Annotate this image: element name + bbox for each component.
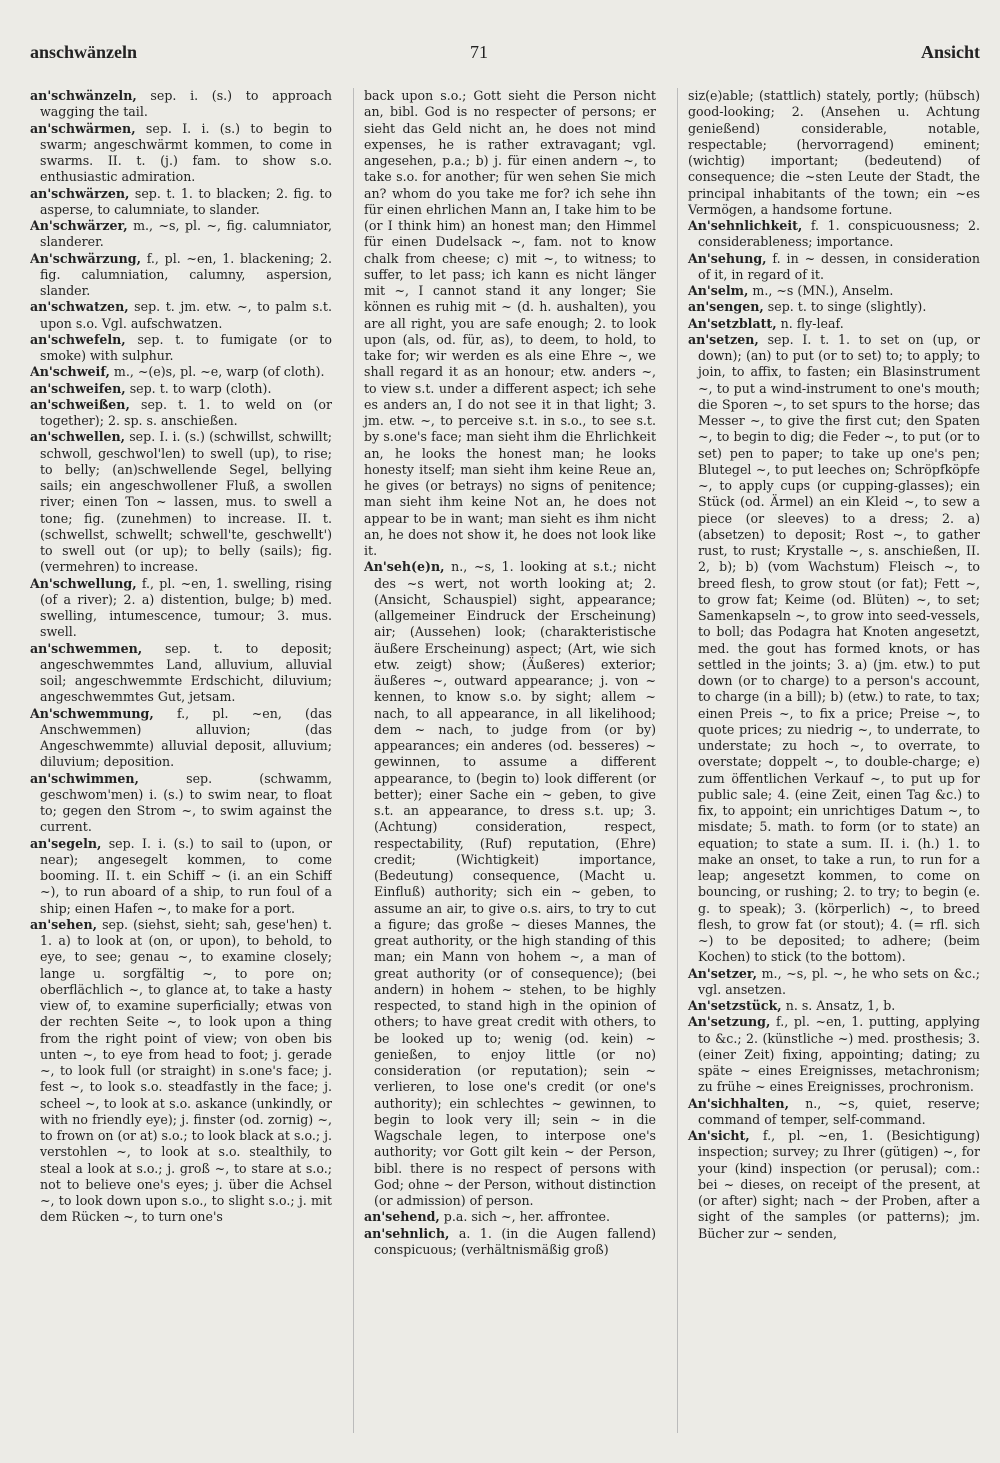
- dictionary-entry: [30, 397, 332, 430]
- entry-headword: an'schweißen,: [30, 396, 130, 412]
- entry-headword: An'sehnlichkeit,: [688, 218, 803, 233]
- dictionary-entry: [30, 88, 332, 121]
- dictionary-entry: [30, 706, 332, 771]
- dictionary-entry: [30, 364, 332, 380]
- dictionary-entry: [30, 429, 332, 575]
- column-2: [353, 88, 656, 1433]
- dictionary-columns: [30, 88, 980, 1433]
- dictionary-entry: [364, 559, 656, 1209]
- dictionary-entry: [30, 576, 332, 641]
- entry-headword: An'schwärzung,: [30, 250, 141, 266]
- entry-headword: An'schwemmung,: [30, 705, 154, 721]
- dictionary-entry: [30, 381, 332, 397]
- entry-headword: An'seh(e)n,: [364, 559, 445, 575]
- entry-definition: m., ~s, pl. ~, he who sets on &c.; vgl. ansetzen.: [698, 965, 980, 997]
- dictionary-entry: [30, 771, 332, 836]
- dictionary-entry: [364, 1226, 656, 1259]
- entry-definition: sep. t. to singe (slightly).: [763, 299, 927, 315]
- entry-headword: an'schwemmen,: [30, 640, 143, 656]
- dictionary-entry: [688, 88, 980, 218]
- entry-definition: sep. I. i. (s.) (schwillst, schwillt; schwoll, geschwol'len) to swell (up), to rise; to belly; (an)schwellende Segel, bellying sails; ein angeschwollener Fluß, a swollen river; einen Ton ~ lassen, mus. to swell a tone; fig. (zunehmen) to increase. II. t. (schwellst, schwellt; schwell'te, geschwellt') to swell out (or up); to belly (sails); fig. (vermehren) to increase.: [40, 429, 332, 575]
- entry-definition: f., pl. ~en, 1. swelling, rising (of a river); 2. a) distention, bulge; b) med. swelling, intumescence, tumour; 3. mus. swell.: [40, 575, 332, 640]
- dictionary-entry: [30, 218, 332, 251]
- entry-definition: sep. t. jm. etw. ~, to palm s.t. upon s.o. Vgl. aufschwatzen.: [40, 299, 332, 331]
- entry-headword: an'sengen,: [688, 299, 764, 315]
- dictionary-entry: [688, 251, 980, 284]
- dictionary-entry: [30, 917, 332, 1226]
- entry-definition: sep. t. to fumigate (or to smoke) with sulphur.: [40, 331, 332, 363]
- dictionary-entry: [30, 641, 332, 706]
- entry-definition: sep. t. to deposit; angeschwemmtes Land, alluvium, alluvial soil; angeschwemmte Erdschicht, diluvium; angeschwemmtes Gut, jetsam.: [40, 640, 332, 705]
- entry-headword: an'schwimmen,: [30, 770, 139, 786]
- dictionary-entry: [688, 966, 980, 999]
- entry-headword: An'schwärzer,: [30, 218, 128, 233]
- entry-definition: n. s. Ansatz, 1, b.: [781, 998, 896, 1013]
- dictionary-entry: [688, 299, 980, 315]
- entry-definition: n., ~s, 1. looking at s.t.; nicht des ~s wert, not worth looking at; 2. (Ansicht, Schauspiel) sight, appearance; (allgemeiner Eindruck der Erscheinung) air; (Aussehen) look; (charakteristische äußere Erscheinung) aspect; (Art, wie sich etw. zeigt) show; (Äußeres) exterior; äußeres ~, outward appearance; j. von ~ kennen, to know s.o. by sight; allem ~ nach, to all appearance, in all likelihood; dem ~ nach, to judge from (or by) appearances; ein anderes (od. besseres) ~ gewinnen, to assume a different appearance, to (begin to) look different (or better); einer Sache ein ~ geben, to give s.t. an appearance, to dress s.t. up; 3. (Achtung) consideration, respect, respectability, (Ruf) reputation, (Ehre) credit; (Wichtigkeit) importance, (Bedeutung) consequence, (Macht u. Einfluß) authority; sich ein ~ geben, to assume an air, to give o.s. airs, to try to cut a figure; das große ~ dieses Mannes, the great authority, or the high standing of this man; ein Mann von hohem ~, a man of great authority (or of consequence); (bei andern) in hohem ~ stehen, to be highly respected, to stand high in the opinion of others; to have great credit with others, to be looked up to; wenig (od. kein) ~ genießen, to enjoy little (or no) consideration (or reputation); sein ~ verlieren, to lose one's credit (or one's authority); ein schlechtes ~ gewinnen, to begin to look very ill; sein ~ in die Wagschale legen, to interpose one's authority; vor Gott gilt kein ~ der Person, bibl. there is no respect of persons with God; ohne ~ der Person, without distinction (or admission) of person.: [374, 559, 656, 1208]
- entry-definition: m., ~s (MN.), Anselm.: [748, 283, 894, 298]
- entry-definition: p.a. sich ~, her. affrontee.: [439, 1209, 610, 1225]
- dictionary-entry: [688, 218, 980, 251]
- dictionary-entry: [688, 998, 980, 1014]
- entry-headword: an'schwellen,: [30, 429, 126, 445]
- dictionary-entry: [688, 1096, 980, 1129]
- entry-definition: sep. i. (s.) to approach wagging the tail.: [40, 88, 332, 120]
- entry-definition: sep. (siehst, sieht; sah, gese'hen) t. 1. a) to look at (on, or upon), to behold, to eye, to see; genau ~, to examine closely; lange u. sorgfältig ~, to pore on; oberflächlich ~, to glance at, to take a hasty view of, to examine superficially; etwas von der rechten Seite ~, to look upon a thing from the right point of view; von oben bis unten ~, to eye from head to foot; j. gerade ~, to look full (or straight) in s.one's face; j. fest ~, to look s.o. steadfastly in the face; j. scheel ~, to look at s.o. askance (unkindly, or with no friendly eye); j. finster (od. zornig) ~, to frown on (or at) s.o.; to look black at s.o.; j. verstohlen ~, to look at s.o. stealthily, to steal a look at s.o.; j. groß ~, to stare at s.o.; not to believe one's eyes; j. über die Achsel ~, to look down upon s.o., to slight s.o.; j. mit dem Rücken ~, to turn one's: [40, 916, 332, 1225]
- entry-headword: An'setzer,: [688, 965, 757, 981]
- header-left-catchword: anschwänzeln: [30, 42, 138, 62]
- entry-definition: f., pl. ~en, 1. (Besichtigung) inspection; survey; zu Ihrer (gütigen) ~, for your (kind) inspection (or perusal); com.: bei ~ dieses, on receipt of the present, at (or after) sight; nach ~ der Proben, after a sight of the samples (or patterns); jm. Bücher zur ~ senden,: [698, 1128, 980, 1241]
- entry-headword: An'schwellung,: [30, 575, 137, 591]
- entry-definition: m., ~s, pl. ~, fig. calumniator, slanderer.: [40, 218, 332, 250]
- entry-definition: sep. (schwamm, geschwom'men) i. (s.) to swim near, to float to; gegen den Strom ~, to swim against the current.: [40, 770, 332, 835]
- entry-headword: An'sicht,: [688, 1128, 750, 1143]
- entry-definition: f. in ~ dessen, in consideration of it, in regard of it.: [698, 250, 980, 282]
- dictionary-entry: [30, 299, 332, 332]
- entry-definition: sep. I. i. (s.) to sail to (upon, or near); angesegelt kommen, to come booming. II. t. ein Schiff ~ (i. an ein Schiff ~), to run aboard of a ship, to run foul of a ship; einen Hafen ~, to make for a port.: [40, 835, 332, 916]
- entry-definition: sep. t. to warp (cloth).: [125, 380, 272, 396]
- dictionary-entry: [30, 251, 332, 300]
- column-3: [677, 88, 980, 1433]
- entry-definition: sep. I. i. (s.) to begin to swarm; angeschwärmt kommen, to come in swarms. II. t. (j.) fam. to show s.o. enthusiastic admiration.: [40, 120, 332, 185]
- entry-headword: an'setzen,: [688, 331, 759, 347]
- entry-headword: an'schwefeln,: [30, 331, 126, 347]
- entry-headword: an'sehen,: [30, 916, 97, 932]
- page-number: 71: [470, 42, 488, 62]
- dictionary-entry: [688, 316, 980, 332]
- entry-definition: f., pl. ~en, (das Anschwemmen) alluvion; (das Angeschwemmte) alluvial deposit, alluvium; diluvium; deposition.: [40, 705, 332, 770]
- column-1: [30, 88, 332, 1433]
- dictionary-entry: [30, 332, 332, 365]
- dictionary-entry: [364, 1209, 656, 1225]
- dictionary-entry: [30, 121, 332, 186]
- entry-definition: n. fly-leaf.: [776, 315, 844, 331]
- entry-headword: An'selm,: [688, 283, 749, 298]
- entry-definition: f. 1. conspicuousness; 2. considerableness; importance.: [698, 218, 980, 250]
- entry-headword: An'setzstück,: [688, 998, 782, 1013]
- entry-definition: f., pl. ~en, 1. blackening; 2. fig. calumniation, calumny, aspersion, slander.: [40, 250, 332, 298]
- entry-headword: an'sehend,: [364, 1209, 440, 1225]
- entry-headword: an'segeln,: [30, 835, 102, 851]
- entry-headword: an'schwärmen,: [30, 120, 136, 136]
- running-header: [30, 40, 980, 70]
- dictionary-entry: [688, 332, 980, 966]
- entry-headword: An'sichhalten,: [688, 1095, 789, 1111]
- entry-definition: m., ~(e)s, pl. ~e, warp (of cloth).: [109, 364, 325, 380]
- header-right-catchword: Ansicht: [920, 42, 980, 62]
- entry-definition: siz(e)able; (stattlich) stately, portly; (hübsch) good-looking; 2. (Ansehen u. Achtung genießend) considerable, notable, respectable; (hervorragend) eminent; (wichtig) important; (bedeutend) of consequence; die ~sten Leute der Stadt, the principal inhabitants of the town; ein ~es Vermögen, a handsome fortune.: [688, 88, 980, 217]
- dictionary-entry: [30, 186, 332, 219]
- dictionary-entry: [688, 283, 980, 299]
- entry-definition: sep. t. 1. to blacken; 2. fig. to asperse, to calumniate, to slander.: [40, 185, 332, 217]
- dictionary-entry: [30, 836, 332, 917]
- entry-headword: an'schwänzeln,: [30, 88, 137, 103]
- entry-headword: an'schweifen,: [30, 380, 126, 396]
- entry-definition: back upon s.o.; Gott sieht die Person nicht an, bibl. God is no respecter of persons; er sieht das Geld nicht an, he does not mind expenses, he is rather extravagant; vgl. angesehen, p.a.; b) j. für einen andern ~, to take s.o. for another; für wen sehen Sie mich an? whom do you take me for? ich sehe ihn für einen ehrlichen Mann an, I take him to be (or I think him) an honest man; den Himmel für einen Dudelsack ~, fam. not to know chalk from cheese; c) mit ~, to witness; to suffer, to let pass; ich kann es nicht länger mit ~, I cannot stand it any longer; Sie können es ruhig mit ~ (d. h. aushalten), you are all right, you are safe enough; 2. to look upon (als, od. für, as), to deem, to hold, to take for; wir werden es als eine Ehre ~, we shall regard it as an honour; etw. anders ~, to view s.t. under a different aspect; ich sehe es anders an, I do not see it in that light; 3. jm. etw. ~, to perceive s.t. in s.o., to see s.t. by s.one's face; man sieht ihm die Ehrlichkeit an, he looks the honest man; he looks honesty itself; man sieht ihm keine Reue an, he gives (or betrays) no signs of penitence; man sieht ihm keine Not an, he does not appear to be in want; man sieht es ihm nicht an, he does not show it, he does not look like it.: [364, 88, 656, 558]
- entry-headword: An'setzblatt,: [688, 315, 777, 331]
- entry-headword: An'schweif,: [30, 364, 110, 380]
- entry-definition: a. 1. (in die Augen fallend) conspicuous; (verhältnismäßig groß): [374, 1225, 656, 1257]
- entry-headword: an'sehnlich,: [364, 1225, 450, 1241]
- entry-definition: f., pl. ~en, 1. putting, applying to &c.; 2. (künstliche ~) med. prosthesis; 3. (einer Zeit) fixing, appointing; dating; zu späte ~ eines Ereignisses, metachronism; zu frühe ~ eines Ereignisses, prochronism.: [698, 1014, 980, 1095]
- entry-headword: An'sehung,: [688, 250, 767, 266]
- dictionary-entry: [688, 1014, 980, 1095]
- entry-headword: an'schwärzen,: [30, 185, 130, 201]
- entry-definition: n., ~s, quiet, reserve; command of temper, self-command.: [698, 1095, 980, 1127]
- entry-definition: sep. t. 1. to weld on (or together); 2. sp. s. anschießen.: [40, 396, 332, 428]
- entry-headword: An'setzung,: [688, 1014, 771, 1030]
- entry-definition: sep. I. t. 1. to set on (up, or down); (an) to put (or to set) to; to apply; to join, to affix, to fasten; ein Blasinstrument ~, to put a wind-instrument to one's mouth; die Sporen ~, to set spurs to the horse; das Messer ~, to give the first cut; den Spaten ~, to begin to dig; die Feder ~, to put (or to set) pen to paper; to take up one's pen; Blutegel ~, to put leeches on; Schröpfköpfe ~, to apply cups (or cupping-glasses); ein Stück (od. Ärmel) an ein Kleid ~, to sew a piece (or sleeves) to a dress; 2. a) (absetzen) to deposit; Rost ~, to gather rust, to rust; Krystalle ~, s. anschießen, II. 2, b); b) (vom Wachstum) Fleisch ~, to breed flesh, to grow stout (or fat); Fett ~, to grow fat; Keime (od. Blüten) ~, to set; Samenkapseln ~, to grow into seed-vessels, to boll; das Podagra hat Knoten angesetzt, med. the gout has formed knots, or has settled in the joints; 3. a) (jm. etw.) to put down (or to charge) to a person's account, to charge (in a bill); b) (etw.) to rate, to tax; einen Preis ~, to fix a price; Preise ~, to quote prices; zu niedrig ~, to underrate, to understate; zu hoch ~, to overrate, to overstate; doppelt ~, to double-charge; e) zum öffentlichen Verkauf ~, to put up for public sale; 4. (eine Zeit, einen Tag &c.) to fix, to appoint; ein unrichtiges Datum ~, to misdate; 5. math. to form (or to state) an equation; to state a sum. II. i. (h.) 1. to make an onset, to take a run, to run for a leap; angesetzt kommen, to come on bouncing, or rushing; 2. to try; to begin (e. g. to speak); 3. (körperlich) ~, to breed flesh, to grow fat (or stout); 4. (= rfl. sich ~) to be deposited; to adhere; (beim Kochen) to stick (to the bottom).: [698, 331, 980, 965]
- dictionary-entry: [688, 1128, 980, 1242]
- dictionary-entry: [364, 88, 656, 559]
- entry-headword: an'schwatzen,: [30, 299, 129, 315]
